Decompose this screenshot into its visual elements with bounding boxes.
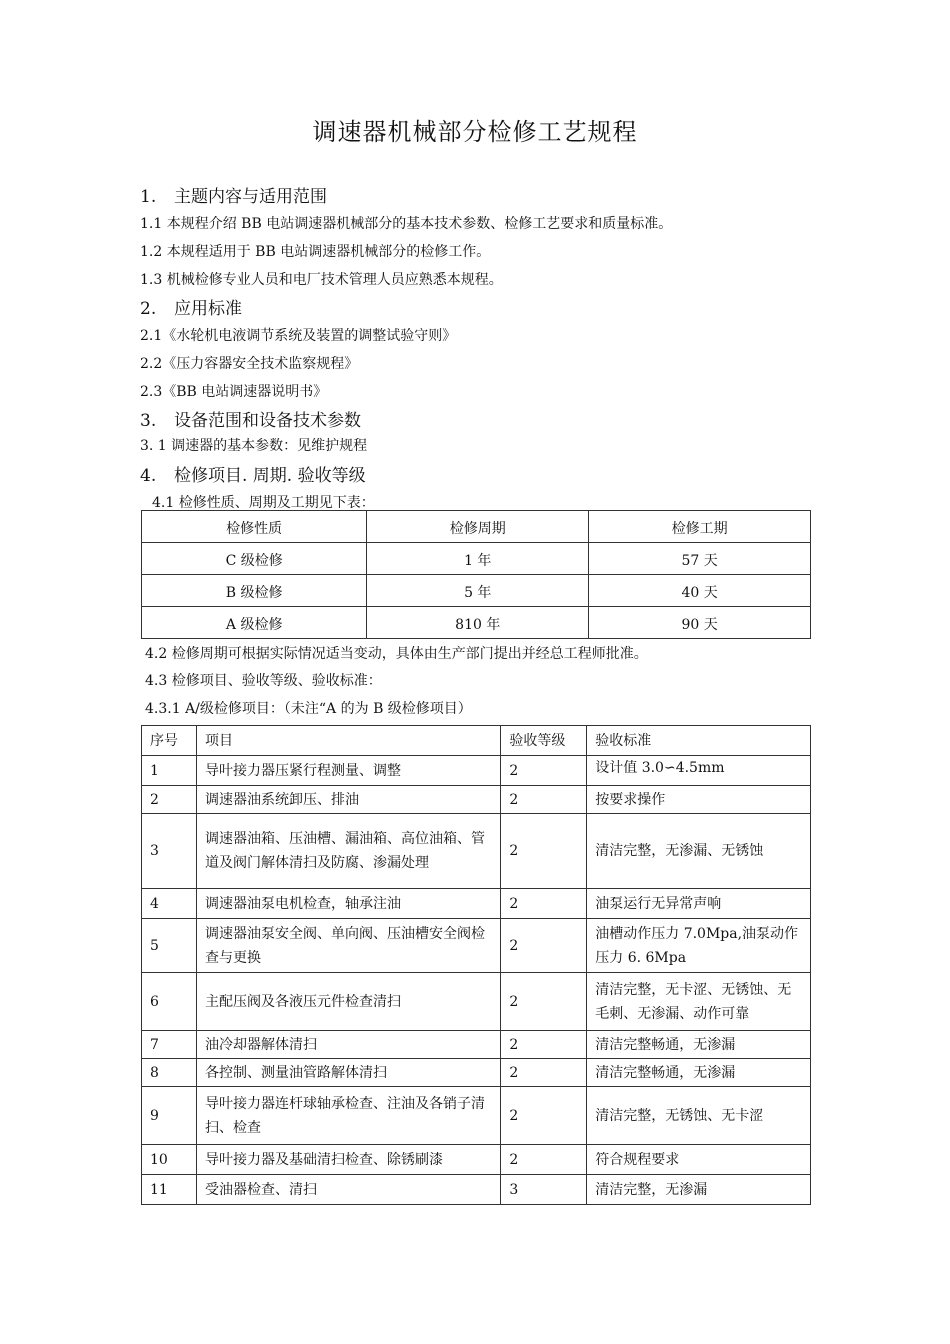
section-title: 检修项目. 周期. 验收等级 [174,466,366,486]
table-cell: 调速器油泵电机检查，轴承注油 [196,889,500,919]
paragraph-4-1: 4.1 检修性质、周期及工期见下表： [152,495,375,511]
table-row [142,973,811,1031]
table-row [142,1087,811,1145]
table-cell: 7 [142,1031,197,1059]
table-row [142,1175,811,1205]
table-cell: 9 [142,1087,197,1145]
header-cell: 检修周期 [367,511,589,543]
page-title: 调速器机械部分检修工艺规程 [312,118,638,146]
table-cell: 8 [142,1059,197,1087]
table-cell: 设计值 3.0∽4.5mm [587,756,811,786]
table-row [142,889,811,919]
table-row [142,814,811,889]
paragraph-4-3-1: 4.3.1 A/级检修项目：（未注“A 的为 B 级检修项目） [145,701,472,717]
items-table [141,725,811,1205]
table-cell: 清洁完整，无卡涩、无锈蚀、无毛刺、无渗漏、动作可靠 [587,973,811,1031]
table-cell: 90 天 [589,607,811,639]
paragraph-4-3: 4.3 检修项目、验收等级、验收标准： [145,673,382,689]
table-cell: 调速器油泵安全阀、单向阀、压油槽安全阀检查与更换 [196,919,500,973]
table-cell: 符合规程要求 [587,1145,811,1175]
table-cell: 油槽动作压力 7.0Mpa,油泵动作压力 6. 6Mpa [587,919,811,973]
table-cell: 2 [501,1059,587,1087]
table-cell: 油冷却器解体清扫 [196,1031,500,1059]
paragraph-2-2: 2.2《压力容器安全技术监察规程》 [140,356,359,372]
table-header-row [142,511,811,543]
table-cell: 5 年 [367,575,589,607]
section-title: 主题内容与适用范围 [174,187,327,207]
paragraph-1-3: 1.3 机械检修专业人员和电厂技术管理人员应熟悉本规程。 [140,272,503,288]
section-number: 4. [140,466,157,486]
header-cell: 验收等级 [501,726,587,756]
table-row [142,543,811,575]
table-cell: 10 [142,1145,197,1175]
paragraph-3-1: 3. 1 调速器的基本参数：见维护规程 [140,438,368,454]
paragraph-2-1: 2.1《水轮机电液调节系统及装置的调整试验守则》 [140,328,457,344]
table-cell: 2 [501,786,587,814]
header-cell: 验收标准 [587,726,811,756]
table-cell: 清洁完整，无渗漏 [587,1175,811,1205]
header-cell: 项目 [196,726,500,756]
table-cell: 3 [501,1175,587,1205]
table-cell: 清洁完整，无渗漏、无锈蚀 [587,814,811,889]
section-title: 设备范围和设备技术参数 [174,411,361,431]
section-number: 2. [140,299,157,319]
table-cell: 2 [501,919,587,973]
header-cell: 检修性质 [142,511,367,543]
table-cell: 按要求操作 [587,786,811,814]
table-cell: 2 [501,889,587,919]
table-cell: 调速器油系统卸压、排油 [196,786,500,814]
table-cell: 调速器油箱、压油槽、漏油箱、高位油箱、管道及阀门解体清扫及防腐、渗漏处理 [196,814,500,889]
paragraph-1-1: 1.1 本规程介绍 BB 电站调速器机械部分的基本技术参数、检修工艺要求和质量标准。 [140,216,673,232]
header-cell: 序号 [142,726,197,756]
paragraph-4-2: 4.2 检修周期可根据实际情况适当变动，具体由生产部门提出并经总工程师批准。 [145,646,648,662]
table-cell: 各控制、测量油管路解体清扫 [196,1059,500,1087]
table-cell: 清洁完整畅通，无渗漏 [587,1059,811,1087]
table-row [142,1031,811,1059]
table-cell: 1 [142,756,197,786]
table-cell: 主配压阀及各液压元件检查清扫 [196,973,500,1031]
header-cell: 检修工期 [589,511,811,543]
table-cell: 810 年 [367,607,589,639]
table-cell: 导叶接力器及基础清扫检查、除锈刷漆 [196,1145,500,1175]
table-cell: 6 [142,973,197,1031]
table-cell: 受油器检查、清扫 [196,1175,500,1205]
table-cell: 2 [142,786,197,814]
section-1-heading [140,182,327,207]
paragraph-1-2: 1.2 本规程适用于 BB 电站调速器机械部分的检修工作。 [140,244,491,260]
table-row [142,1145,811,1175]
table-cell: C 级检修 [142,543,367,575]
table-cell: 2 [501,1031,587,1059]
table-row [142,786,811,814]
table-cell: 2 [501,1145,587,1175]
table-cell: 5 [142,919,197,973]
table-cell: 4 [142,889,197,919]
table-cell: 2 [501,1087,587,1145]
section-title: 应用标准 [174,299,242,319]
table-cell: 导叶接力器压紧行程测量、调整 [196,756,500,786]
section-4-heading [140,461,366,486]
table-cell: 3 [142,814,197,889]
table-cell: 清洁完整，无锈蚀、无卡涩 [587,1087,811,1145]
table-row [142,756,811,786]
paragraph-2-3: 2.3《BB 电站调速器说明书》 [140,384,328,400]
section-number: 3. [140,411,157,431]
period-table [141,510,811,639]
table-cell: 57 天 [589,543,811,575]
table-cell: A 级检修 [142,607,367,639]
table-cell: 2 [501,756,587,786]
table-cell: 油泵运行无异常声响 [587,889,811,919]
table-header-row [142,726,811,756]
table-row [142,575,811,607]
table-row [142,607,811,639]
section-2-heading [140,294,242,319]
table-cell: 1 年 [367,543,589,575]
table-cell: 11 [142,1175,197,1205]
table-cell: 2 [501,973,587,1031]
table-cell: 导叶接力器连杆球轴承检查、注油及各销子清扫、检查 [196,1087,500,1145]
table-row [142,1059,811,1087]
table-cell: 2 [501,814,587,889]
table-cell: 清洁完整畅通，无渗漏 [587,1031,811,1059]
table-cell: 40 天 [589,575,811,607]
section-number: 1. [140,187,157,207]
section-3-heading [140,406,361,431]
table-cell: B 级检修 [142,575,367,607]
table-row [142,919,811,973]
